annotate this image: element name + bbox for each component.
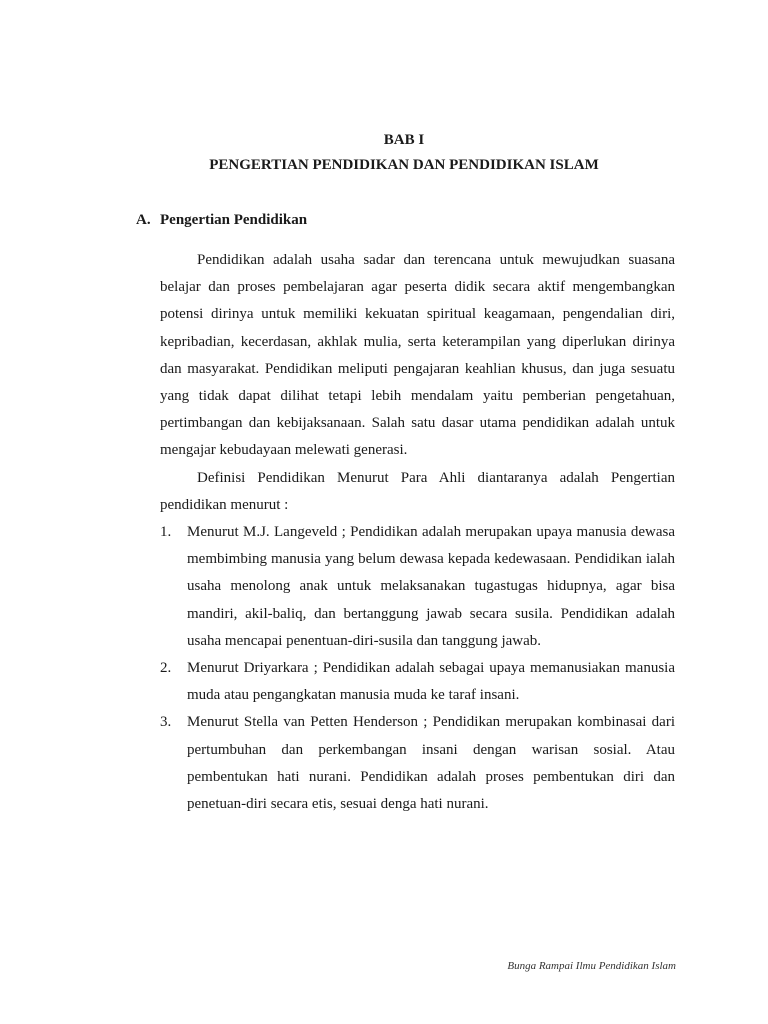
list-item	[160, 655, 675, 709]
list-item-number: 3.	[160, 714, 172, 731]
list-item-text: Menurut Stella van Petten Henderson ; Pendidikan merupakan kombinasai dari pertumbuhan dan perkembangan insani dengan warisan sosial. Atau pembentukan hati nurani. Pendidikan adalah proses pembentukan diri dan penetuan-diri secara etis, sesuai denga hati nurani.	[187, 714, 675, 813]
list-item-number: 2.	[160, 660, 172, 677]
chapter-title: PENGERTIAN PENDIDIKAN DAN PENDIDIKAN ISLAM	[209, 157, 599, 173]
paragraph-experts-intro: Definisi Pendidikan Menurut Para Ahli diantaranya adalah Pengertian pendidikan menurut :	[160, 469, 675, 513]
list-item-text: Menurut M.J. Langeveld ; Pendidikan adalah merupakan upaya manusia dewasa membimbing manusia yang belum dewasa kepada kedewasaan. Pendidikan ialah usaha menolong anak untuk melaksanakan tugastugas hidupnya, agar bisa mandiri, akil-baliq, dan bertanggung jawab secara susila. Pendidikan adalah usaha mencapai penentuan-diri-susila dan tanggung jawab.	[187, 524, 675, 649]
section-title: Pengertian Pendidikan	[160, 212, 308, 228]
chapter-label: BAB I	[383, 132, 425, 148]
list-item-number: 1.	[160, 524, 172, 541]
list-item	[160, 709, 675, 818]
experts-list	[160, 519, 675, 818]
section-heading	[136, 211, 307, 229]
paragraph-definition: Pendidikan adalah usaha sadar dan terencana untuk mewujudkan suasana belajar dan proses pembelajaran agar peserta didik secara aktif mengembangkan potensi dirinya untuk memiliki kekuatan spiritual keagamaan, pengendalian diri, kepribadian, kecerdasan, akhlak mulia, serta keterampilan yang diperlukan dirinya dan masyarakat. Pendidikan meliputi pengajaran keahlian khusus, dan juga sesuatu yang tidak dapat dilihat tetapi lebih mendalam yaitu pemberian pengetahuan, pertimbangan dan kebijaksanaan. Salah satu dasar utama pendidikan adalah untuk mengajar kebudayaan melewati generasi.	[160, 252, 675, 459]
list-item	[160, 519, 675, 655]
list-item-text: Menurut Driyarkara ; Pendidikan adalah sebagai upaya memanusiakan manusia muda atau pengangkatan manusia muda ke taraf insani.	[187, 660, 675, 704]
section-marker: A.	[136, 212, 151, 228]
body-text	[160, 247, 675, 818]
page-footer: Bunga Rampai Ilmu Pendidikan Islam	[507, 960, 676, 972]
